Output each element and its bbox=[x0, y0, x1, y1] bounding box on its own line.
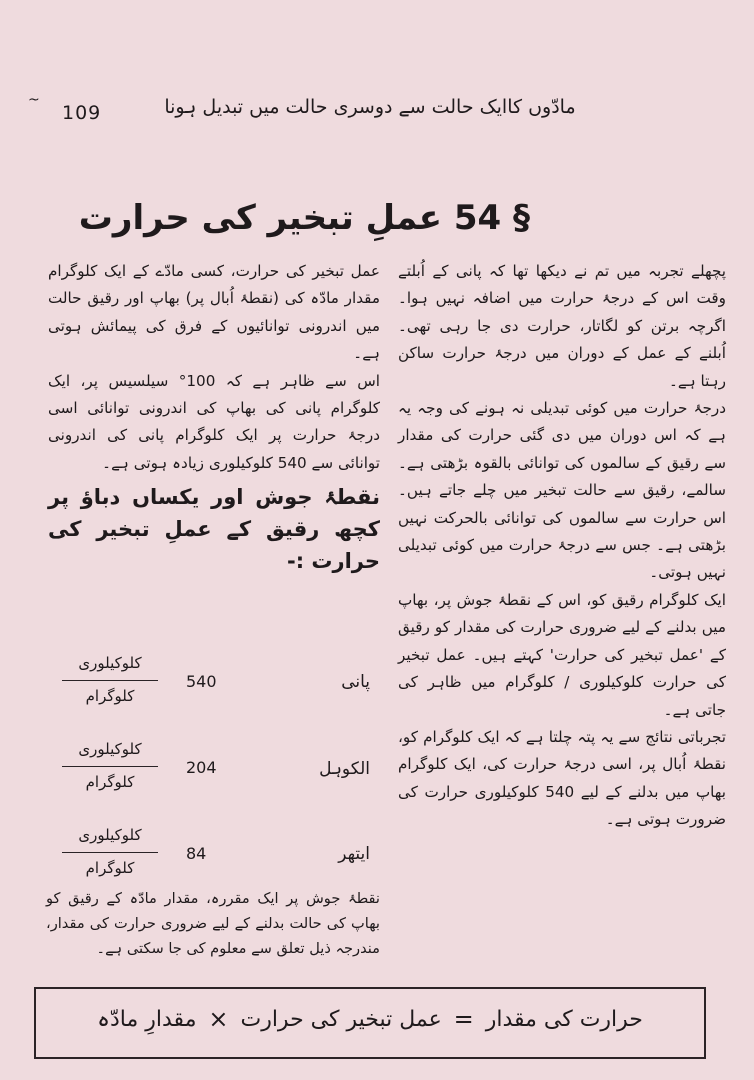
unit-numerator: کلوکیلوری bbox=[62, 740, 158, 767]
heat-value: 84 bbox=[186, 844, 207, 863]
unit-fraction bbox=[62, 654, 158, 705]
unit-fraction bbox=[62, 826, 158, 877]
formula-term-heat: عمل تبخیر کی حرارت bbox=[240, 1006, 442, 1032]
substance-name: ایتھر bbox=[338, 844, 370, 864]
substance-name: پانی bbox=[341, 672, 370, 692]
formula-box bbox=[34, 987, 706, 1059]
unit-denominator: کلوگرام bbox=[85, 773, 135, 791]
formula-term-mass: مقدارِ مادّہ bbox=[97, 1006, 197, 1032]
paragraph: درجۂ حرارت میں کوئی تبدیلی نہ ہونے کی وجہ یہ ہے کہ اس دوران میں دی گئی حرارت کی مقدار سے رقیق کے سالموں کی توانائی بالقوہ بڑھتی ہے۔ سالمے، رقیق سے حالت تبخیر میں چلے جاتے ہیں۔ اس حرارت سے سالموں کی توانائی بالحرکت نہیں بڑھتی ہے۔ جس سے درجۂ حرارت میں کوئی تبدیلی نہیں ہوتی۔ bbox=[398, 399, 726, 582]
paragraph: تجرباتی نتائج سے یہ پتہ چلتا ہے کہ ایک کلوگرام کو، نقطۂ اُبال پر، اسی درجۂ حرارت کی، ایک کلوگرام بھاپ میں بدلنے کے لیے 540 کلوکیلوری حرارت کی ضرورت ہوتی ہے۔ bbox=[398, 727, 726, 829]
formula bbox=[36, 1005, 704, 1033]
page-number: 109 bbox=[62, 102, 102, 124]
paragraph: ایک کلوگرام رقیق کو، اس کے نقطۂ جوش پر، بھاپ میں بدلنے کے لیے ضروری حرارت کی مقدار کو رقیق کے 'عمل تبخیر کی حرارت' کہتے ہیں۔ عمل تبخیر کی حرارت کلوکیلوری / کلوگرام میں ظاہر کی جاتی ہے۔ bbox=[398, 590, 726, 719]
times-sign: × bbox=[208, 1005, 229, 1033]
equals-sign: = bbox=[453, 1005, 474, 1033]
heat-value: 540 bbox=[186, 672, 217, 691]
table-row bbox=[48, 740, 380, 820]
closing-paragraph: نقطۂ جوش پر ایک مقررہ، مقدار مادّہ کے رقیق کو بھاپ کی حالت بدلنے کے لیے ضروری حرارت کی مقدار، مندرجہ ذیل تعلق سے معلوم کی جا سکتی ہے۔ bbox=[46, 890, 380, 957]
paragraph: پچھلے تجربہ میں تم نے دیکھا تھا کہ پانی کے اُبلتے وقت اس کے درجۂ حرارت میں اضافہ نہیں ہوا۔ اگرچہ برتن کو لگاتار، حرارت دی جا رہی تھی۔ اُبلنے کے عمل کے دوران میں درجۂ حرارت ساکن رہتا ہے۔ bbox=[398, 262, 726, 390]
unit-fraction bbox=[62, 740, 158, 791]
substance-name: الکوہل bbox=[319, 759, 370, 779]
margin-mark: ~ bbox=[28, 92, 40, 108]
table-intro: نقطۂ جوش اور یکساں دباؤ پر کچھ رقیق کے عملِ تبخیر کی حرارت :- bbox=[48, 485, 380, 574]
unit-denominator: کلوگرام bbox=[85, 859, 135, 877]
table-row bbox=[48, 654, 380, 734]
unit-numerator: کلوکیلوری bbox=[62, 826, 158, 853]
heat-value: 204 bbox=[186, 758, 217, 777]
running-title: مادّوں کاایک حالت سے دوسری حالت میں تبدیل ہونا bbox=[164, 96, 576, 118]
unit-denominator: کلوگرام bbox=[85, 687, 135, 705]
paragraph: اس سے ظاہر ہے کہ 100° سیلسیس پر، ایک کلوگرام پانی کی بھاپ کی اندرونی توانائی اسی درجۂ حرارت پر ایک کلوگرام پانی کی اندرونی توانائی سے 540 کلوکیلوری زیادہ ہوتی ہے۔ bbox=[48, 371, 380, 472]
right-column bbox=[398, 258, 726, 834]
left-column bbox=[48, 258, 380, 577]
paragraph: عمل تبخیر کی حرارت، کسی مادّے کے ایک کلوگرام مقدار مادّہ کی (نقطۂ اُبال پر) بھاپ اور رقیق حالت میں اندرونی توانائیوں کے فرق کی پیمائش ہوتی ہے۔ bbox=[48, 262, 380, 363]
formula-lhs: حرارت کی مقدار bbox=[485, 1006, 643, 1032]
section-heading: § 54 عملِ تبخیر کی حرارت bbox=[78, 198, 530, 238]
unit-numerator: کلوکیلوری bbox=[62, 654, 158, 681]
